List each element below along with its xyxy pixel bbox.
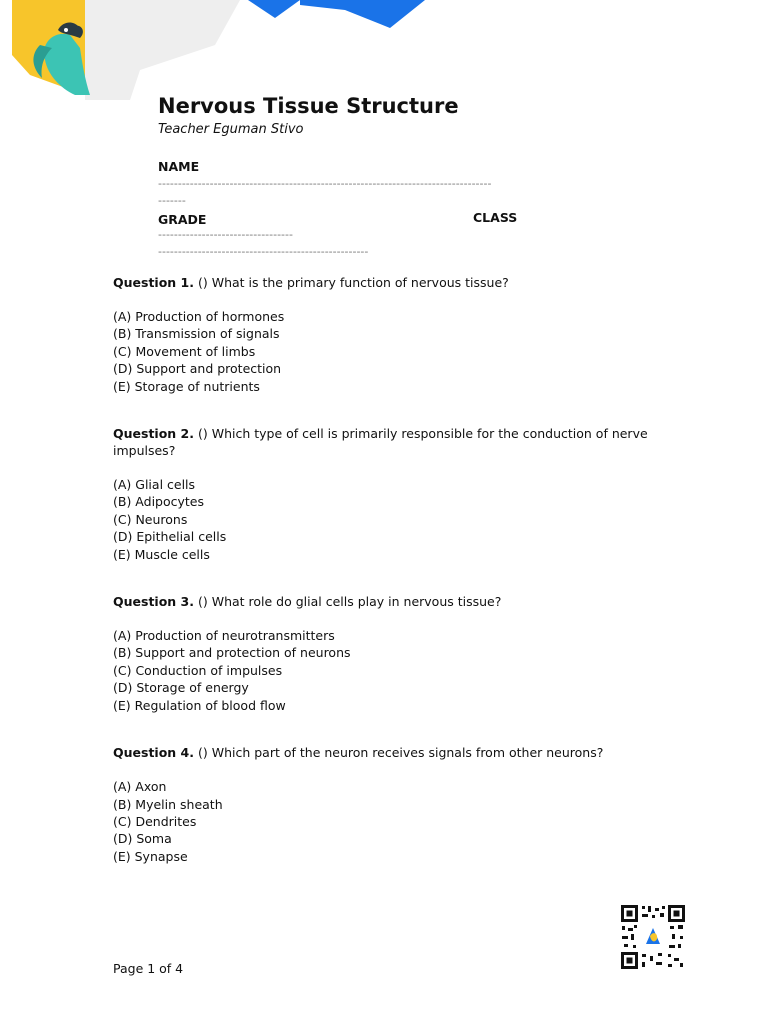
question-number: Question 3. [113,594,194,610]
question-list [113,274,658,895]
name-field [158,158,678,209]
option-a: (A) Production of hormones [113,309,285,324]
option-list [113,308,658,395]
option-d: (D) Support and protection [113,361,282,377]
option-e: (E) Muscle cells [113,546,210,562]
grade-class-row [158,209,678,226]
name-line: ------------------------------------------------------------------------------------ [158,177,492,190]
question-2 [113,425,658,563]
option-b: (B) Transmission of signals [113,326,280,342]
name-label: NAME [158,159,200,174]
name-line-continued: ------- [158,194,186,207]
option-d: (D) Epithelial cells [113,529,227,545]
question-text [113,274,658,291]
page-title: Nervous Tissue Structure [158,94,459,118]
qr-code-icon [620,904,686,970]
class-label: CLASS [473,210,518,225]
question-prompt: () What role do glial cells play in nervous tissue? [197,594,502,610]
option-e: (E) Storage of nutrients [113,378,260,394]
question-number: Question 1. [113,275,194,290]
option-a: (A) Glial cells [113,477,196,493]
option-c: (C) Dendrites [113,813,197,829]
header-decoration [0,0,768,100]
page-number: Page 1 of 4 [113,961,184,976]
teacher-name: Teacher Eguman Stivo [158,122,304,137]
option-c: (C) Neurons [113,511,188,527]
option-list [113,476,658,563]
option-b: (B) Myelin sheath [113,796,223,812]
question-text [113,744,658,761]
option-d: (D) Storage of energy [113,680,249,696]
question-prompt: () Which part of the neuron receives signals from other neurons? [197,745,604,761]
question-prompt: () Which type of cell is primarily responsible for the conduction of nerve impulses? [113,426,648,459]
grade-label: GRADE [158,212,207,227]
option-list [113,778,658,865]
question-3 [113,593,658,714]
option-b: (B) Support and protection of neurons [113,645,351,661]
question-number: Question 2. [113,426,194,442]
option-e: (E) Regulation of blood flow [113,697,286,713]
option-e: (E) Synapse [113,848,188,864]
question-number: Question 4. [113,745,194,761]
option-d: (D) Soma [113,831,172,847]
option-list [113,627,658,714]
option-a: (A) Axon [113,779,167,795]
option-b: (B) Adipocytes [113,494,204,510]
option-a: (A) Production of neurotransmitters [113,628,335,644]
worksheet-header [158,92,678,260]
option-c: (C) Conduction of impulses [113,662,283,678]
option-c: (C) Movement of limbs [113,343,256,359]
question-text [113,425,658,459]
question-1 [113,274,658,395]
question-4 [113,744,658,865]
class-line: ----------------------------------------------------- [158,245,369,258]
question-text [113,593,658,610]
question-prompt: () What is the primary function of nervous tissue? [197,275,509,290]
grade-line: ---------------------------------- [158,228,293,241]
